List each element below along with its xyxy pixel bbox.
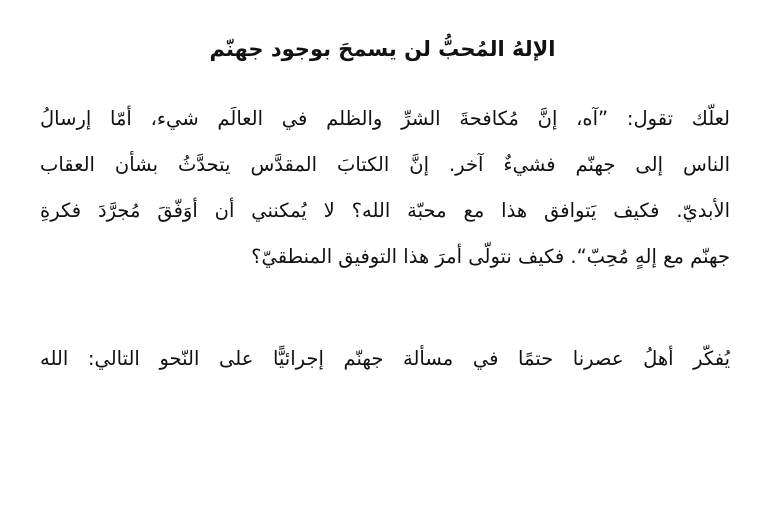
paragraph-1-line-1: لعلّك تقول: ”آه، إنَّ مُكافحةَ الشرِّ والظلم في العالَم شيء، أمّا إرسالُ — [40, 107, 730, 130]
paragraph-2: يُفكّر أهلُ عصرنا حتمًا في مسألة جهنّم إجرائيًّا على النّحو التالي: الله — [40, 347, 730, 370]
paragraph-1-line-3: الأبديّ. فكيف يَتوافق هذا مع محبّة الله؟ لا يُمكنني أن أوَفّقَ مُجرَّدَ فكرةِ — [40, 199, 730, 222]
paragraph-1-line-2: الناس إلى جهنّم فشيءٌ آخر. إنَّ الكتابَ المقدَّس يتحدَّثُ بشأن العقاب — [40, 153, 730, 176]
page-title: الإلهُ المُحبُّ لن يسمحَ بوجود جهنّم — [209, 37, 556, 61]
paragraph-1 — [40, 96, 730, 280]
paragraph-1-line-4: جهنّم مع إلهٍ مُحِبّ“. فكيف نتولّى أمرَ هذا التوفيق المنطقيّ؟ — [251, 245, 730, 268]
